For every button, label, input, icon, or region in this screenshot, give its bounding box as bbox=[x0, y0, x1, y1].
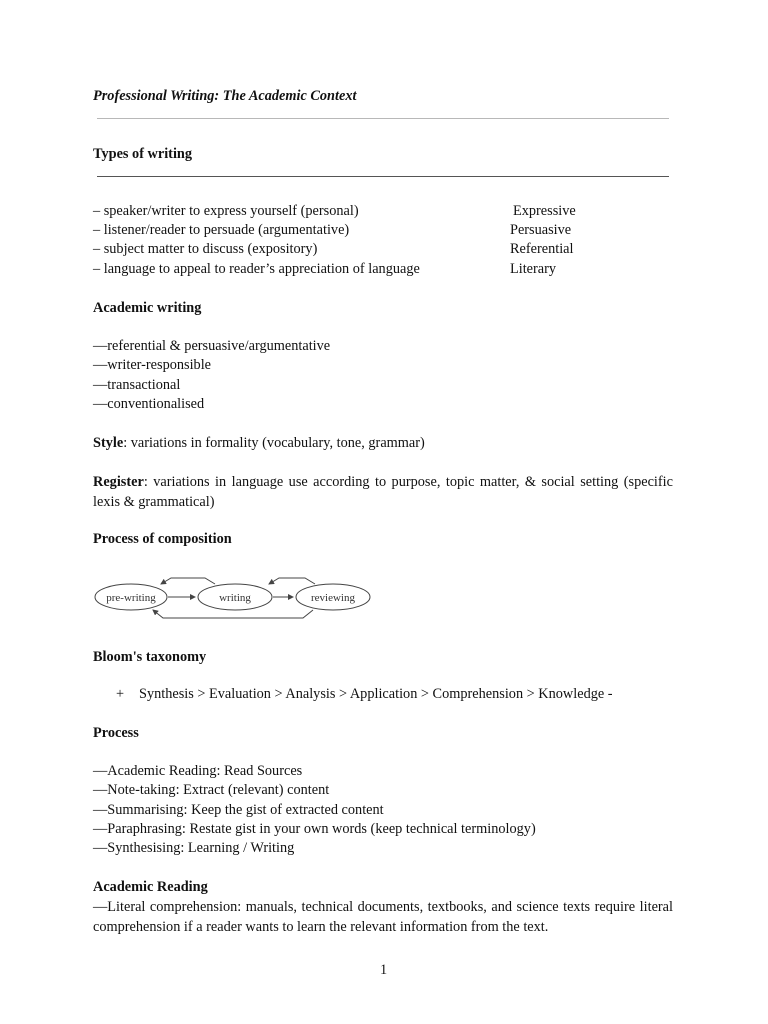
register-definition bbox=[93, 473, 673, 512]
blooms-taxonomy-heading: Bloom's taxonomy bbox=[93, 649, 207, 665]
style-term: Style bbox=[93, 435, 124, 451]
arrow-reviewing-back-to-prewriting bbox=[153, 610, 313, 618]
process-item: —Note-taking: Extract (relevant) content bbox=[93, 782, 330, 798]
academic-writing-item: —conventionalised bbox=[93, 396, 205, 412]
writing-type-label-persuasive: Persuasive bbox=[510, 222, 572, 238]
academic-writing-heading: Academic writing bbox=[93, 300, 202, 316]
page-number: 1 bbox=[380, 962, 388, 978]
process-item: —Paraphrasing: Restate gist in your own words (keep technical terminology) bbox=[93, 821, 536, 837]
process-of-composition-heading: Process of composition bbox=[93, 531, 232, 547]
blooms-taxonomy-line: Synthesis > Evaluation > Analysis > Application > Comprehension > Knowledge - bbox=[139, 686, 613, 702]
process-item: —Synthesising: Learning / Writing bbox=[93, 840, 295, 856]
arrow-writing-back-to-prewriting bbox=[161, 578, 215, 584]
writing-type-row-persuasive: – listener/reader to persuade (argumentative) bbox=[93, 222, 350, 238]
node-label-writing: writing bbox=[219, 592, 251, 604]
process-heading: Process bbox=[93, 725, 139, 741]
register-term: Register bbox=[93, 474, 144, 490]
node-label-pre-writing: pre-writing bbox=[106, 592, 156, 604]
academic-writing-item: —transactional bbox=[93, 377, 181, 393]
register-text: : variations in language use according to purpose, topic matter, & social setting (specific lexis & grammatical) bbox=[93, 474, 673, 510]
academic-reading-paragraph: —Literal comprehension: manuals, technical documents, textbooks, and science texts require literal comprehension if a reader wants to learn the relevant information from the text. bbox=[93, 899, 673, 935]
writing-type-row-expressive: – speaker/writer to express yourself (personal) bbox=[93, 203, 359, 219]
academic-writing-item: —writer-responsible bbox=[93, 357, 212, 373]
writing-type-row-referential: – subject matter to discuss (expository) bbox=[93, 241, 318, 257]
style-text: : variations in formality (vocabulary, tone, grammar) bbox=[123, 435, 425, 451]
writing-type-label-expressive: Expressive bbox=[513, 203, 576, 219]
academic-writing-item: —referential & persuasive/argumentative bbox=[93, 338, 331, 354]
node-label-reviewing: reviewing bbox=[311, 592, 355, 604]
writing-type-label-referential: Referential bbox=[510, 241, 574, 257]
writing-type-label-literary: Literary bbox=[510, 261, 557, 277]
title-divider bbox=[97, 118, 669, 119]
academic-reading-heading: Academic Reading bbox=[93, 879, 208, 895]
types-of-writing-heading: Types of writing bbox=[93, 146, 193, 162]
composition-process-diagram bbox=[93, 570, 378, 626]
writing-type-row-literary: – language to appeal to reader’s appreciation of language bbox=[93, 261, 420, 277]
process-item: —Summarising: Keep the gist of extracted content bbox=[93, 802, 384, 818]
arrow-reviewing-back-to-writing bbox=[269, 578, 315, 584]
blooms-bullet: + bbox=[116, 686, 125, 702]
process-item: —Academic Reading: Read Sources bbox=[93, 763, 303, 779]
types-divider bbox=[97, 176, 669, 177]
document-title: Professional Writing: The Academic Context bbox=[93, 88, 357, 104]
style-definition bbox=[93, 435, 425, 452]
